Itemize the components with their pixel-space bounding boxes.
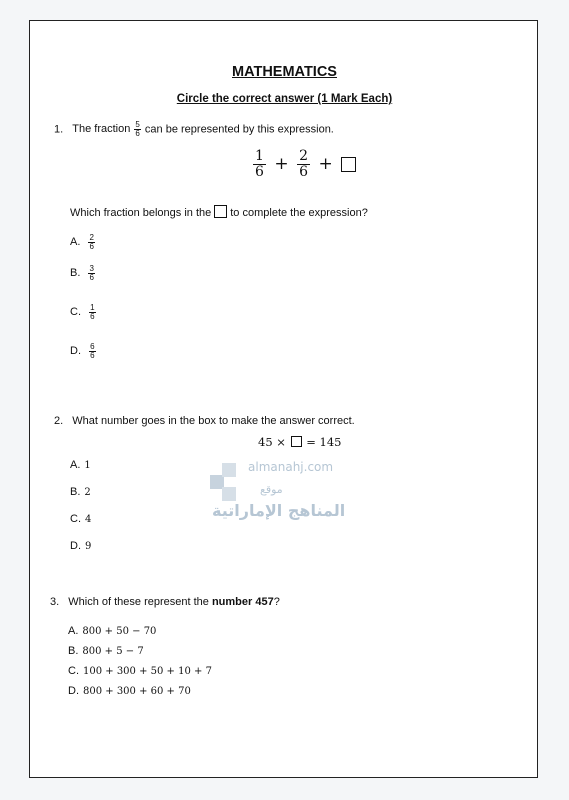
question-1-prompt: Which fraction belongs in the to complete the expression? [70, 207, 368, 219]
watermark-arabic-top: موقع [260, 483, 283, 496]
fraction-five-sixths [134, 121, 140, 138]
plus-sign: + [318, 154, 333, 175]
q3-option-d[interactable]: D. 800 + 300 + 60 + 70 [68, 685, 191, 697]
q2-option-d[interactable]: D. 9 [70, 540, 92, 552]
q1-option-a[interactable]: A. $\frac{2}{6}$ [70, 233, 94, 251]
question-number: 2. [54, 415, 64, 427]
q3-option-c[interactable]: C. 100 + 300 + 50 + 10 + 7 [68, 665, 212, 677]
q1-option-c[interactable]: C. $\frac{1}{6}$ [70, 303, 95, 321]
plus-sign: + [274, 154, 289, 175]
question-number: 1. [54, 123, 64, 136]
fraction-one-sixth: $\frac{1}{6}$ [255, 148, 264, 180]
question-1 [54, 121, 334, 138]
answer-box-icon [341, 157, 356, 172]
page-title: MATHEMATICS [232, 64, 337, 80]
question-2 [54, 415, 355, 427]
numerator: 5 [135, 120, 140, 129]
instructions-subtitle: Circle the correct answer (1 Mark Each) [176, 93, 393, 105]
q2-option-c[interactable]: C. 4 [70, 513, 92, 525]
equation: 45 × = 145 [258, 435, 342, 449]
q1-option-d[interactable]: D. $\frac{6}{6}$ [70, 342, 95, 360]
question-number: 3. [50, 596, 60, 608]
q2-option-a[interactable]: A. 1 [70, 459, 91, 471]
answer-box-icon [291, 436, 302, 447]
q3-option-b[interactable]: B. 800 + 5 − 7 [68, 645, 144, 657]
q2-option-b[interactable]: B. 2 [70, 486, 91, 498]
watermark-site: almanahj.com [248, 460, 334, 474]
question-text: The fraction [72, 123, 131, 136]
q1-option-b[interactable]: B. $\frac{3}{6}$ [70, 264, 94, 282]
question-text: What number goes in the box to make the answer correct. [72, 415, 355, 427]
fraction-two-sixths: $\frac{2}{6}$ [299, 148, 308, 180]
q3-option-a[interactable]: A. 800 + 50 − 70 [68, 625, 157, 637]
worksheet-page [29, 20, 538, 778]
question-3: 3. Which of these represent the number 457? [50, 596, 280, 608]
denominator: 6 [135, 129, 140, 138]
blank-box-icon [214, 205, 227, 218]
expression [253, 149, 356, 179]
watermark-arabic-main: المناهج الإماراتية [212, 501, 346, 520]
question-text: can be represented by this expression. [144, 123, 334, 136]
watermark-logo-icon [208, 461, 238, 505]
